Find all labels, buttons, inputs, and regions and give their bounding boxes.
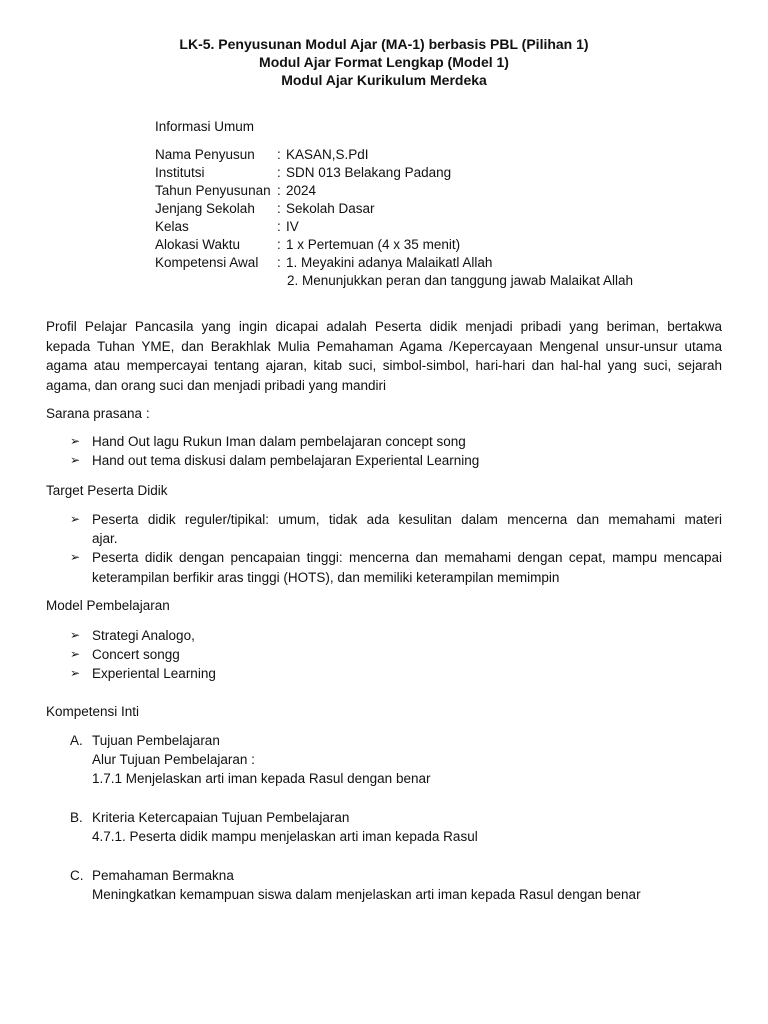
info-row: [155, 146, 633, 164]
list-item: [70, 510, 722, 548]
info-row: [155, 254, 633, 272]
info-separator: :: [277, 219, 281, 234]
arrow-bullet-icon: ➢: [70, 666, 81, 681]
profil-line: agama, dan orang suci dan menjadi pribadi yang mandiri: [46, 377, 386, 393]
list-item: [70, 451, 722, 470]
arrow-bullet-icon: ➢: [70, 647, 81, 662]
info-row: [155, 164, 633, 182]
profil-line: kepada Tuhan YME, dan Berakhlak Mulia Pemahaman Agama /Kepercayaan Mengenal unsur-unsur utama: [46, 338, 722, 354]
profil-line: agama atau mempercayai tentang ajaran, kitab suci, simbol-simbol, hari-hari dan hal-hal yang suci, sejarah: [46, 358, 722, 373]
info-separator: :: [277, 255, 281, 270]
list-item-text: Peserta didik dengan pencapaian tinggi: mencerna dan memahami dengan cepat, mampu mencapai: [92, 550, 722, 566]
list-item-text: Hand out tema diskusi dalam pembelajaran Experiental Learning: [92, 453, 480, 469]
info-row: [155, 236, 633, 254]
arrow-bullet-icon: ➢: [70, 628, 81, 642]
info-value: 2. Menunjukkan peran dan tanggung jawab Malaikat Allah: [287, 273, 633, 288]
info-separator: :: [277, 165, 281, 180]
info-value: KASAN,S.PdI: [286, 147, 369, 162]
document-title-line-1: LK-5. Penyusunan Modul Ajar (MA-1) berbasis PBL (Pilihan 1): [179, 36, 589, 52]
arrow-bullet-icon: ➢: [70, 453, 81, 468]
list-item: [70, 645, 722, 664]
section-title: Tujuan Pembelajaran: [92, 733, 220, 748]
info-row: [155, 182, 633, 200]
list-item-text: Strategi Analogo,: [92, 628, 195, 643]
list-item: [70, 626, 722, 645]
section-line: Alur Tujuan Pembelajaran :: [92, 752, 255, 767]
info-value: IV: [286, 219, 299, 234]
list-item: [70, 548, 722, 586]
info-row: [155, 218, 633, 236]
list-item-text: Hand Out lagu Rukun Iman dalam pembelajaran concept song: [92, 434, 466, 449]
sarana-list: [70, 432, 722, 470]
info-label: Tahun Penyusunan: [155, 183, 271, 198]
info-separator: :: [277, 237, 281, 252]
info-label: Nama Penyusun: [155, 147, 255, 162]
section-letter: A.: [70, 733, 83, 748]
document-title-line-3: Modul Ajar Kurikulum Merdeka: [281, 72, 487, 88]
info-separator: :: [277, 201, 281, 216]
target-list: [70, 510, 722, 587]
sarana-heading: Sarana prasana :: [46, 406, 150, 421]
section-line: Meningkatkan kemampuan siswa dalam menjelaskan arti iman kepada Rasul dengan benar: [92, 887, 641, 902]
model-heading: Model Pembelajaran: [46, 598, 170, 613]
section-line: 1.7.1 Menjelaskan arti iman kepada Rasul dengan benar: [92, 771, 431, 786]
kompetensi-heading: Kompetensi Inti: [46, 704, 140, 719]
profil-line: Profil Pelajar Pancasila yang ingin dicapai adalah Peserta didik menjadi pribadi yang beriman, bertakwa: [46, 319, 722, 334]
list-item-text: ajar.: [92, 531, 118, 547]
section-letter: B.: [70, 810, 83, 825]
list-item: [70, 664, 722, 683]
section-title: Kriteria Ketercapaian Tujuan Pembelajaran: [92, 810, 350, 825]
info-value: SDN 013 Belakang Padang: [286, 165, 452, 180]
info-heading: Informasi Umum: [155, 119, 255, 134]
section-title: Pemahaman Bermakna: [92, 868, 234, 883]
info-label: Alokasi Waktu: [155, 237, 241, 252]
arrow-bullet-icon: ➢: [70, 512, 81, 526]
list-item-text: keterampilan berfikir aras tinggi (HOTS), dan memiliki keterampilan memimpin: [92, 569, 560, 585]
list-item-text: Experiental Learning: [92, 666, 216, 682]
list-item-text: Peserta didik reguler/tipikal: umum, tidak ada kesulitan dalam mencerna dan memahami materi: [92, 512, 722, 527]
info-separator: :: [277, 147, 281, 162]
info-label: Jenjang Sekolah: [155, 201, 255, 216]
info-value: 2024: [286, 183, 317, 198]
info-row: [155, 200, 633, 218]
info-label: Kompetensi Awal: [155, 255, 259, 270]
info-value: 1 x Pertemuan (4 x 35 menit): [286, 237, 461, 252]
info-table: [155, 146, 633, 290]
info-separator: :: [277, 183, 281, 198]
info-value: 1. Meyakini adanya Malaikatl Allah: [286, 255, 493, 270]
target-heading: Target Peserta Didik: [46, 483, 168, 498]
document-title-line-2: Modul Ajar Format Lengkap (Model 1): [259, 54, 509, 70]
section-line: 4.7.1. Peserta didik mampu menjelaskan arti iman kepada Rasul: [92, 829, 478, 844]
arrow-bullet-icon: ➢: [70, 434, 81, 448]
info-label: Institutsi: [155, 165, 205, 180]
arrow-bullet-icon: ➢: [70, 550, 81, 565]
info-value: Sekolah Dasar: [286, 201, 375, 216]
list-item-text: Concert songg: [92, 647, 180, 663]
profil-paragraph: [46, 317, 722, 395]
info-label: Kelas: [155, 219, 189, 234]
section-letter: C.: [70, 868, 84, 883]
model-list: [70, 626, 722, 684]
info-row-continuation: [155, 272, 633, 290]
list-item: [70, 432, 722, 451]
